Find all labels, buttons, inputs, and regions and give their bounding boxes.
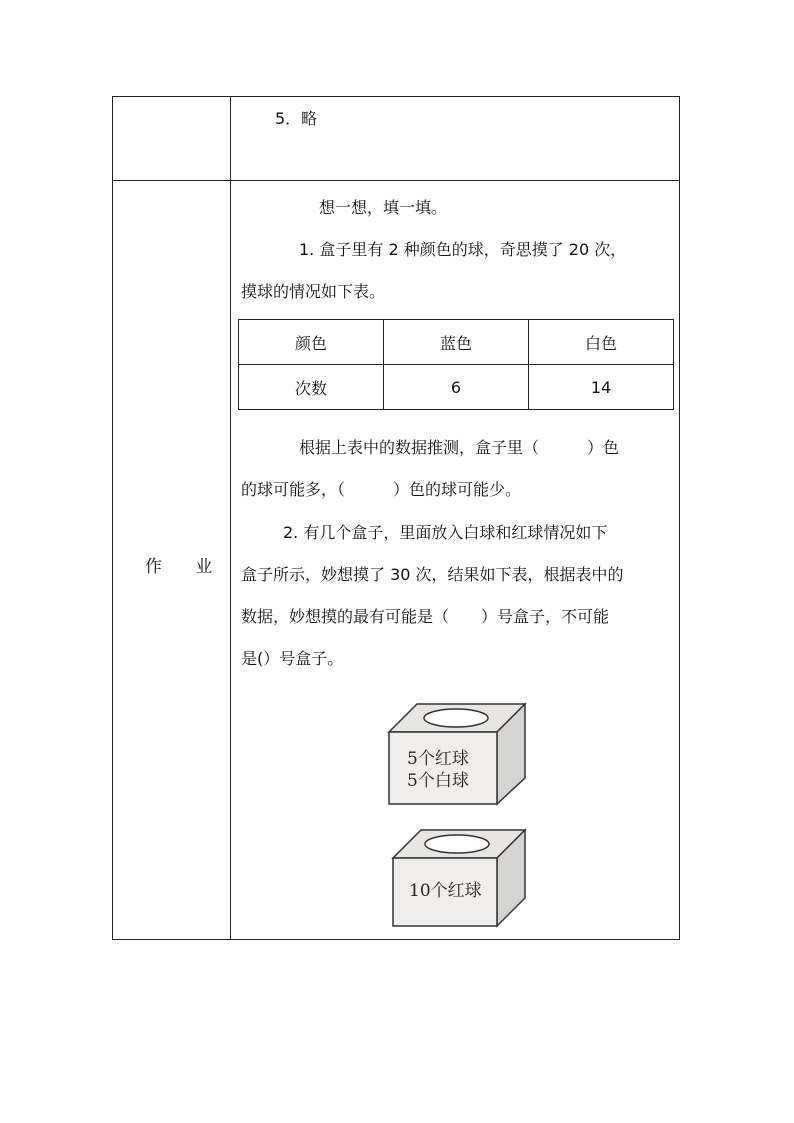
- box1-line1: 5个红球: [407, 749, 469, 769]
- row-divider: [113, 180, 679, 181]
- q1-fill-line1: 根据上表中的数据推测，盒子里（ ）色: [299, 438, 620, 457]
- lesson-table: [112, 96, 680, 940]
- q1-line1: 1. 盒子里有 2 种颜色的球，奇思摸了 20 次，: [299, 240, 627, 259]
- q1-line2: 摸球的情况如下表。: [241, 282, 386, 301]
- box2-line1: 10个红球: [409, 881, 482, 901]
- table-row: [239, 365, 674, 410]
- intro-text: 想一想，填一填。: [319, 198, 448, 217]
- ball-count-table: [238, 319, 674, 410]
- box2-illustration: [391, 828, 527, 928]
- table-row: [239, 320, 674, 365]
- column-divider: [230, 97, 231, 939]
- table-cell: 颜色: [239, 320, 384, 365]
- q2-line1: 2. 有几个盒子，里面放入白球和红球情况如下: [283, 523, 608, 542]
- q2-line3: 数据，妙想摸的最有可能是（ ）号盒子，不可能: [241, 607, 610, 626]
- table-cell: 6: [384, 365, 529, 410]
- box1-line2: 5个白球: [407, 771, 469, 791]
- q1-fill-line2: 的球可能多，（ ）色的球可能少。: [241, 480, 522, 499]
- homework-label: 作 业: [145, 557, 227, 577]
- q2-line2: 盒子所示，妙想摸了 30 次，结果如下表，根据表中的: [241, 565, 624, 584]
- table-cell: 次数: [239, 365, 384, 410]
- table-cell: 白色: [529, 320, 674, 365]
- row1-text: 5．略: [275, 109, 318, 128]
- table-cell: 蓝色: [384, 320, 529, 365]
- q2-line4: 是(）号盒子。: [241, 649, 344, 668]
- table-cell: 14: [529, 365, 674, 410]
- box1-illustration: [387, 702, 527, 806]
